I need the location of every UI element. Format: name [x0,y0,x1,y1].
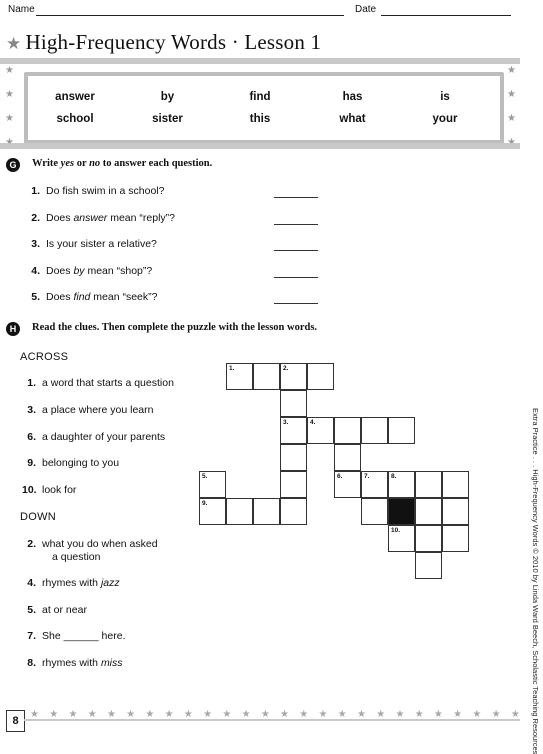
question-text: Does [46,212,74,224]
crossword-cell-number: 10. [391,527,401,534]
question-text: Is your sister a relative? [46,238,157,250]
question-number: 4. [31,265,40,277]
clue-text: She ______ here. [42,630,126,642]
left-star-column [5,66,21,136]
crossword-cell[interactable] [442,498,469,525]
star-icon: ★ [183,709,193,720]
clue-text: a word that starts a question [42,377,174,389]
star-icon: ★ [241,709,251,720]
star-icon: ★ [337,709,347,720]
crossword-cell[interactable] [442,525,469,552]
crossword-cell[interactable] [361,471,388,498]
question-4 [26,265,152,277]
word-bank-item: your [432,113,458,125]
star-icon: ★ [68,709,78,720]
clue-number: 8. [27,657,36,669]
across-clue-10 [22,484,76,496]
across-clue-1 [22,377,174,389]
crossword-cell-number: 6. [337,473,343,480]
crossword-cell-number: 3. [283,419,289,426]
crossword-cell[interactable] [388,417,415,444]
crossword-cell[interactable] [280,390,307,417]
star-icon: ★ [126,709,136,720]
word-bank-item: what [339,113,366,125]
section-g-instruction [32,158,212,169]
star-icon: ★ [5,89,14,100]
crossword-cell[interactable] [388,471,415,498]
clue-text: rhymes with [42,657,101,669]
answer-blank-2[interactable] [274,224,318,225]
question-number: 3. [31,238,40,250]
star-icon: ★ [164,709,174,720]
crossword-cell[interactable] [280,444,307,471]
question-number: 5. [31,291,40,303]
clue-number: 5. [27,604,36,616]
crossword-cell[interactable] [307,363,334,390]
answer-blank-3[interactable] [274,250,318,251]
clue-number: 10. [22,484,37,496]
crossword-cell[interactable] [415,498,442,525]
crossword-cell-number: 7. [364,473,370,480]
word-bank-item: by [160,91,175,103]
word-box-bottom-bar [0,143,520,149]
crossword-cell[interactable] [388,525,415,552]
clue-number: 3. [27,404,36,416]
crossword-cell[interactable] [334,471,361,498]
down-clue-4 [22,577,120,589]
question-number: 2. [31,212,40,224]
star-icon: ★ [280,709,290,720]
crossword-cell-number: 8. [391,473,397,480]
crossword-cell-number: 9. [202,500,208,507]
star-icon: ★ [507,113,516,124]
star-icon: ★ [145,709,155,720]
crossword-cell[interactable] [280,417,307,444]
question-number: 1. [31,185,40,197]
down-clue-2-continued: a question [52,551,101,563]
instruction-text: or [74,158,90,169]
crossword-cell[interactable] [334,417,361,444]
star-icon: ★ [510,709,520,720]
clue-number: 9. [27,457,36,469]
section-h-instruction: Read the clues. Then complete the puzzle with the lesson words. [32,322,318,333]
crossword-cell[interactable] [334,444,361,471]
clue-text: belonging to you [42,457,120,469]
question-text: mean “shop”? [84,265,153,277]
crossword-cell[interactable] [199,471,226,498]
clue-italic-word: miss [100,657,123,669]
star-icon: ★ [203,709,213,720]
star-icon: ★ [433,709,443,720]
name-line[interactable] [36,15,344,16]
star-icon: ★ [507,89,516,100]
across-clue-6 [22,431,165,443]
star-icon: ★ [507,65,516,76]
footer-stars [30,709,520,720]
clue-number: 1. [27,377,36,389]
question-3 [26,238,157,250]
word-bank-item: has [342,91,363,103]
word-bank-row-1 [30,91,490,103]
clue-text: a place where you learn [42,404,154,416]
star-icon: ★ [222,709,232,720]
date-line[interactable] [381,15,511,16]
crossword-cell-number: 2. [283,365,289,372]
clue-italic-word: jazz [100,577,120,589]
crossword-cell[interactable] [280,363,307,390]
crossword-cell[interactable] [415,471,442,498]
star-icon: ★ [453,709,463,720]
star-icon: ★ [318,709,328,720]
page-title [6,30,321,55]
word-bank-item: is [440,91,450,103]
copyright-side-text: Extra Practice . . . High-Frequency Words © 2010 by Linda Ward Beech, Scholastic Teaching Resources [531,408,540,754]
question-italic-word: answer [73,212,108,224]
crossword-cell-number: 1. [229,365,235,372]
section-g-badge: G [6,158,20,172]
question-2 [26,212,175,224]
name-label: Name [8,4,35,15]
star-icon: ★ [5,113,14,124]
instruction-text: to answer each question. [100,158,213,169]
crossword-cell[interactable] [415,552,442,579]
star-icon: ★ [87,709,97,720]
star-icon: ★ [395,709,405,720]
right-star-column [507,66,523,136]
star-icon: ★ [260,709,270,720]
page-number: 8 [6,710,25,732]
instruction-yes: yes [60,158,75,169]
crossword-cell[interactable] [226,363,253,390]
star-icon: ★ [299,709,309,720]
star-icon: ★ [472,709,482,720]
star-icon: ★ [491,709,501,720]
crossword-cell[interactable] [199,498,226,525]
clue-text: what you do when asked [42,538,158,550]
title-text: High-Frequency Words · Lesson 1 [25,30,322,54]
question-text: Does [46,265,74,277]
crossword-cell-number: 5. [202,473,208,480]
star-icon: ★ [356,709,366,720]
clue-text: a daughter of your parents [42,431,166,443]
crossword-cell[interactable] [226,498,253,525]
across-clue-3 [22,404,154,416]
word-bank-item: find [249,91,271,103]
section-h-badge: H [6,322,20,336]
question-italic-word: by [73,265,85,277]
down-clue-7 [22,630,126,642]
word-bank-box [24,72,504,144]
question-italic-word: find [73,291,91,303]
crossword-cell[interactable] [361,417,388,444]
answer-blank-5[interactable] [274,303,318,304]
date-label: Date [355,4,377,15]
word-bank-item: sister [152,113,183,125]
star-icon: ★ [376,709,386,720]
instruction-text: Write [32,158,61,169]
crossword-cell-number: 4. [310,419,316,426]
question-text: mean “reply”? [107,212,175,224]
crossword-cell[interactable] [442,471,469,498]
across-heading: ACROSS [20,351,69,363]
question-text: Do fish swim in a school? [46,185,165,197]
star-icon: ★ [414,709,424,720]
down-heading: DOWN [20,511,57,523]
crossword-cell[interactable] [280,471,307,498]
crossword-black-cell [388,498,415,525]
clue-text: at or near [42,604,87,616]
star-icon: ★ [49,709,59,720]
answer-blank-4[interactable] [274,277,318,278]
word-bank-item: this [249,113,271,125]
title-underline-bar [0,58,520,64]
crossword-cell[interactable] [280,498,307,525]
crossword-cell[interactable] [253,498,280,525]
down-clue-8 [22,657,123,669]
word-bank-row-2 [30,113,490,125]
down-clue-5 [22,604,87,616]
clue-text: rhymes with [42,577,101,589]
clue-text: look for [42,484,77,496]
title-star-icon: ★ [6,34,22,53]
crossword-cell[interactable] [307,417,334,444]
question-text: mean “seek”? [90,291,158,303]
answer-blank-1[interactable] [274,197,318,198]
question-text: Does [46,291,74,303]
clue-number: 4. [27,577,36,589]
star-icon: ★ [5,65,14,76]
star-icon: ★ [106,709,116,720]
clue-number: 7. [27,630,36,642]
crossword-cell[interactable] [415,525,442,552]
across-clue-9 [22,457,119,469]
crossword-cell[interactable] [361,498,388,525]
down-clue-2 [22,538,158,550]
clue-number: 6. [27,431,36,443]
clue-number: 2. [27,538,36,550]
crossword-cell[interactable] [253,363,280,390]
star-icon: ★ [30,709,39,720]
word-bank-item: answer [55,91,95,103]
question-5 [26,291,158,303]
instruction-no: no [89,158,101,169]
word-bank-item: school [56,113,94,125]
question-1 [26,185,164,197]
